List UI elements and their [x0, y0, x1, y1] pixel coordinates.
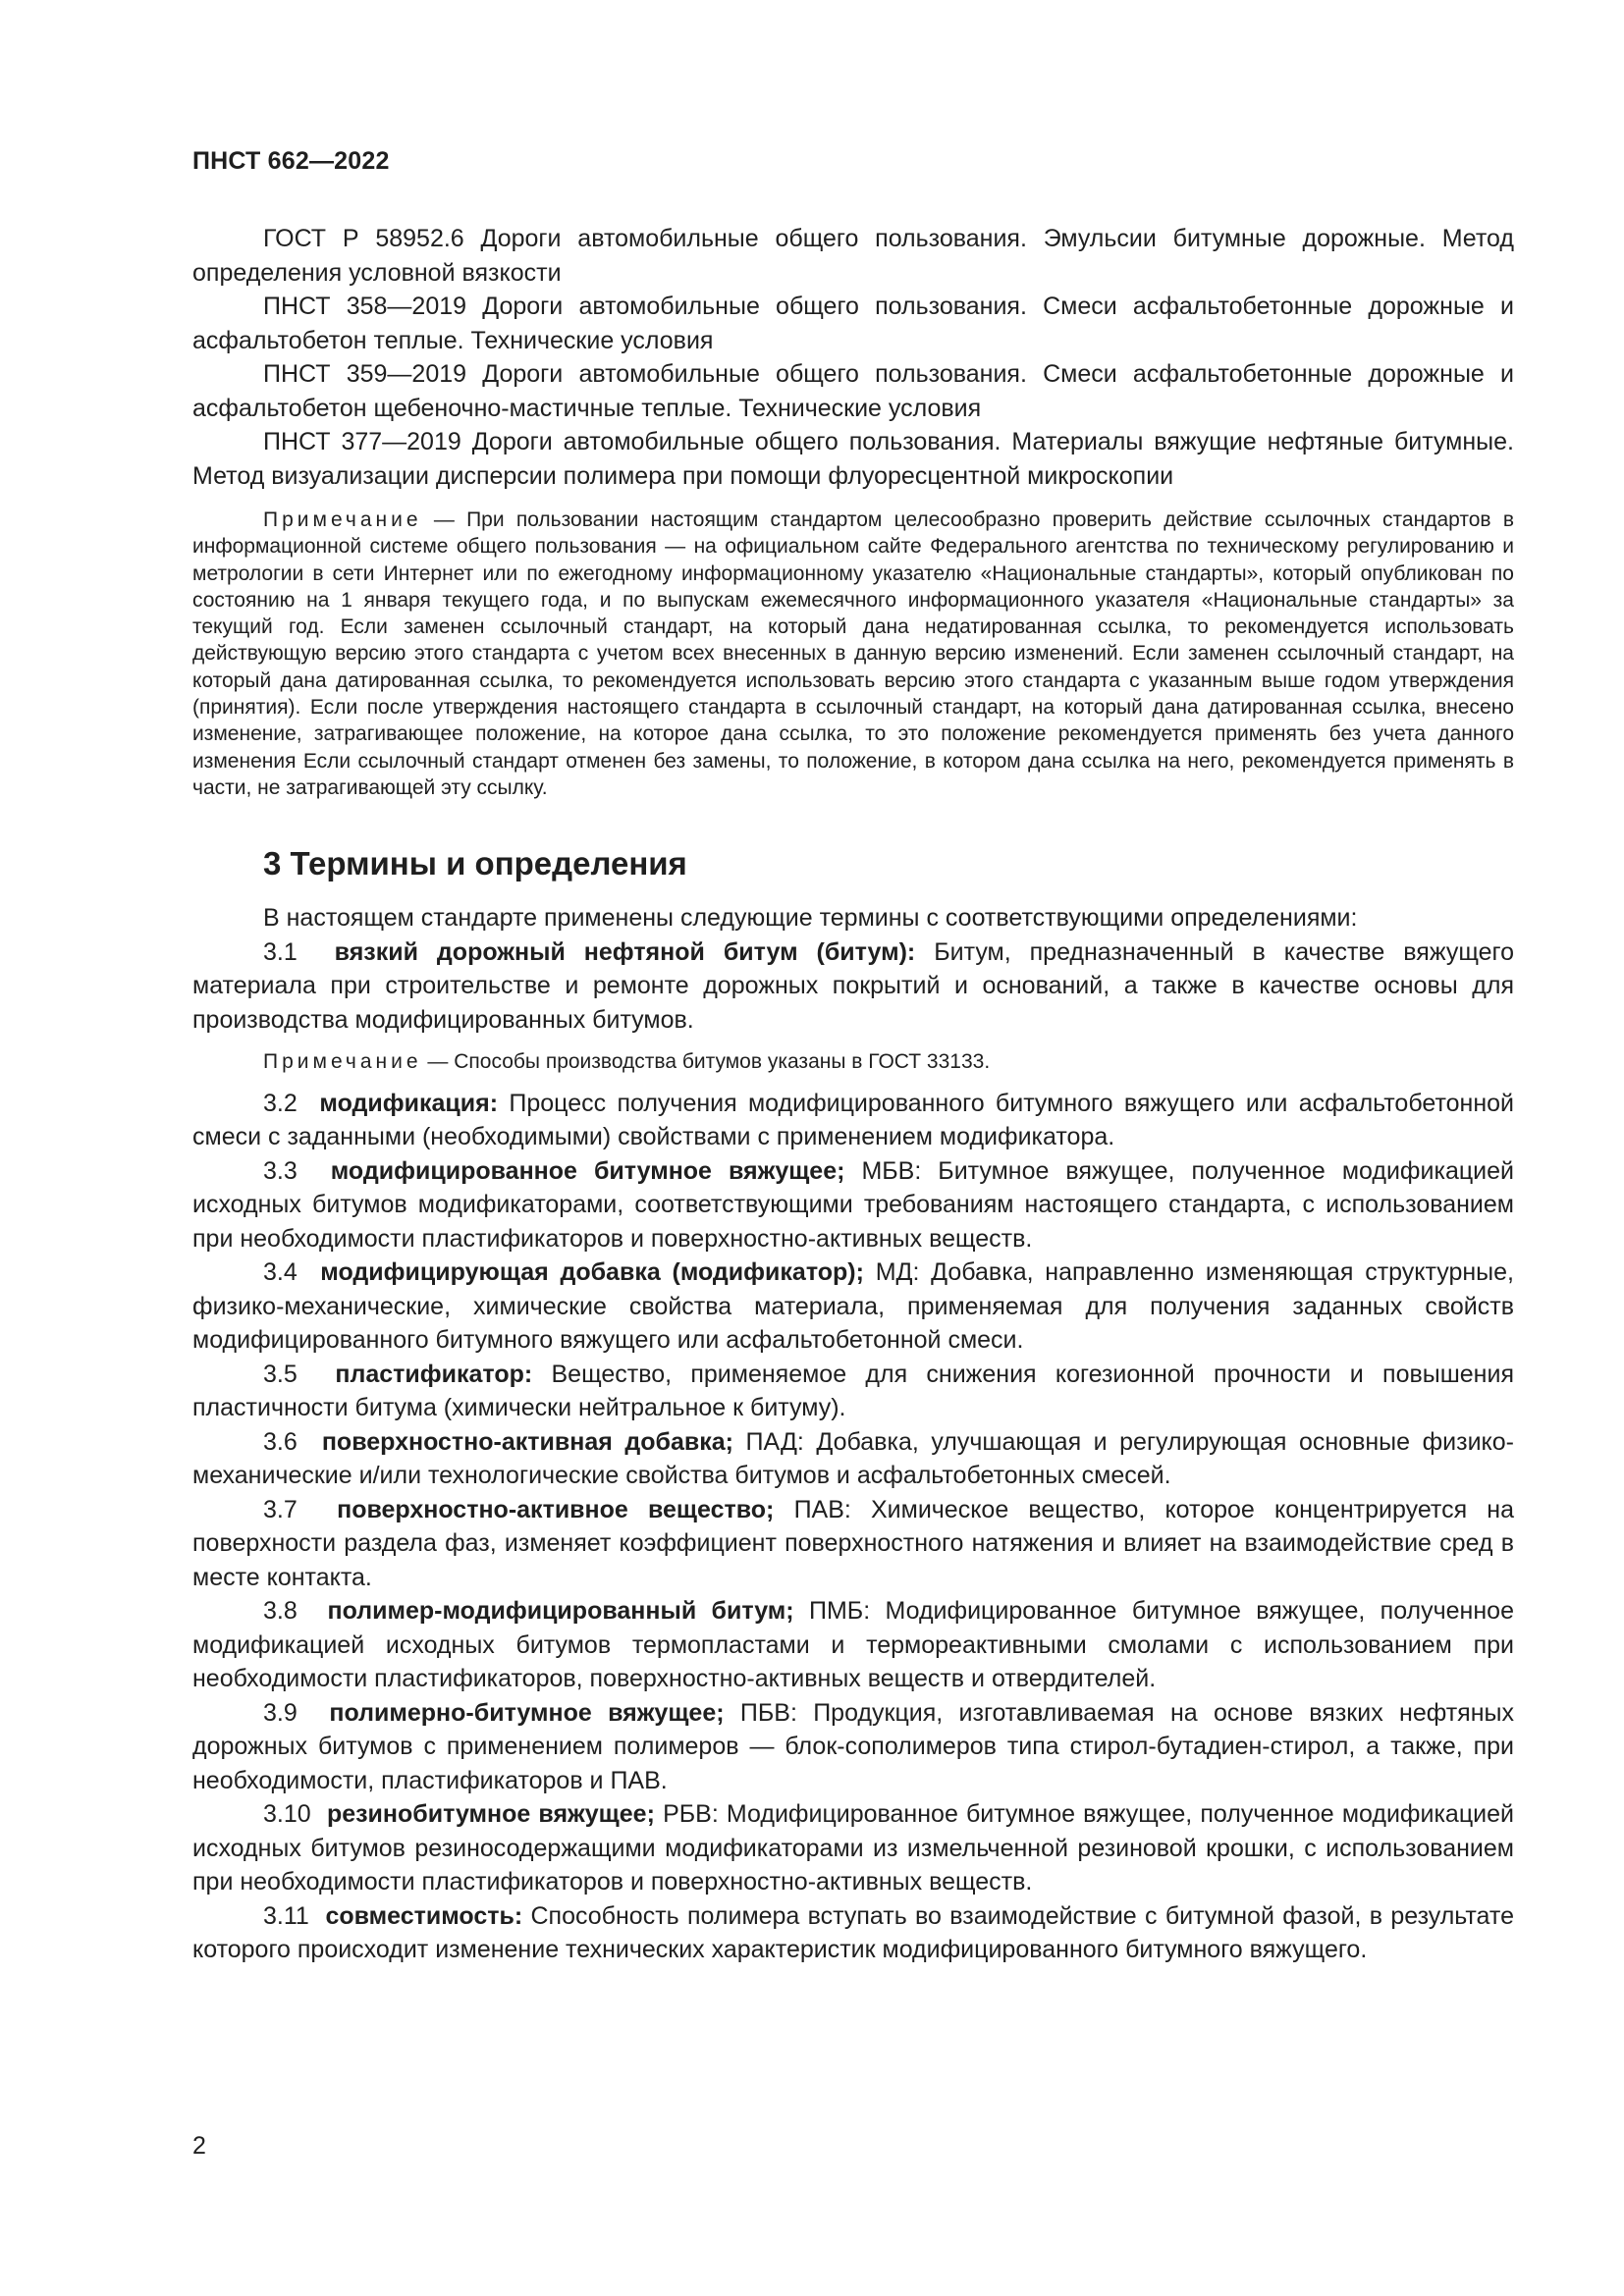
term-number: 3.5	[263, 1360, 298, 1388]
term-text: РБВ: Модифицированное битумное вяжущее, полученное модификацией исходных битумов резиносодержащими модификаторами из измельченной резиновой крошки, с использованием при необходимости пластификаторов и поверхностно-активных веществ.	[192, 1800, 1514, 1896]
term-text: ПАВ: Химическое вещество, которое концентрируется на поверхности раздела фаз, изменяет коэффициент поверхностного натяжения и влияет на взаимодействие сред в месте контакта.	[192, 1495, 1514, 1591]
term-name: модифицированное битумное вяжущее;	[330, 1156, 845, 1185]
term-number: 3.4	[263, 1258, 298, 1287]
term-text: Способность полимера вступать во взаимодействие с битумной фазой, в результате которого происходит изменение технических характеристик модифицированного битумного вяжущего.	[192, 1901, 1514, 1964]
page-content	[192, 222, 1514, 1967]
term-definition	[192, 1594, 1514, 1696]
term-name: полимер-модифицированный битум;	[327, 1597, 794, 1626]
term-name: вязкий дорожный нефтяной битум (битум):	[334, 937, 916, 966]
page-number: 2	[192, 2132, 206, 2160]
term-definition	[192, 1696, 1514, 1798]
terms-list	[192, 1087, 1514, 1967]
section-terms	[192, 844, 1514, 1966]
term-note	[192, 1048, 1514, 1075]
section-intro: В настоящем стандарте применены следующие термины с соответствующими определениями:	[263, 904, 1358, 933]
term-number: 3.2	[263, 1089, 298, 1117]
term-number: 3.8	[263, 1597, 298, 1626]
term-number: 3.11	[263, 1901, 309, 1930]
term-name: модификация:	[319, 1089, 499, 1117]
term-definition	[192, 1087, 1514, 1154]
term-definition	[192, 1358, 1514, 1425]
term-definition	[192, 935, 1514, 1038]
term-text: МД: Добавка, направленно изменяющая структурные, физико-механические, химические свойства материала, применяемая для получения заданных свойств модифицированного битумного вяжущего или асфальтобетонной смеси.	[192, 1258, 1514, 1355]
reference-item: ГОСТ Р 58952.6 Дороги автомобильные общего пользования. Эмульсии битумные дорожные. Метод определения условной вязкости	[192, 225, 1514, 287]
note-text: — Способы производства битумов указаны в ГОСТ 33133.	[427, 1050, 991, 1074]
term-name: модифицирующая добавка (модификатор);	[320, 1258, 864, 1287]
term-name: резинобитумное вяжущее;	[326, 1800, 655, 1829]
term-text: Вещество, применяемое для снижения когезионной прочности и повышения пластичности битума (химически нейтральное к битуму).	[192, 1360, 1514, 1422]
term-name: поверхностно-активная добавка;	[321, 1427, 733, 1456]
term-text: Процесс получения модифицированного битумного вяжущего или асфальтобетонной смеси с заданными (необходимыми) свойствами с применением модификатора.	[192, 1089, 1514, 1151]
term-text: МБВ: Битумное вяжущее, полученное модификацией исходных битумов модификаторами, соответствующими требованиям настоящего стандарта, с использованием при необходимости пластификаторов и поверхностно-активных веществ.	[192, 1156, 1514, 1253]
term-number: 3.3	[263, 1156, 298, 1185]
reference-item: ПНСТ 359—2019 Дороги автомобильные общего пользования. Смеси асфальтобетонные дорожные и асфальтобетон щебеночно-мастичные теплые. Технические условия	[192, 360, 1514, 422]
term-number: 3.6	[263, 1427, 298, 1456]
references-note	[192, 507, 1514, 801]
note-label: Примечание	[263, 508, 422, 531]
term-name: совместимость:	[325, 1901, 523, 1930]
term-text: ПАД: Добавка, улучшающая и регулирующая основные физико-механические и/или технологические свойства битумов и асфальтобетонных смесей.	[192, 1427, 1514, 1490]
term-text: ПМБ: Модифицированное битумное вяжущее, полученное модификацией исходных битумов термопластами и термореактивными смолами с использованием при необходимости пластификаторов, поверхностно-активных веществ и отвердителей.	[192, 1597, 1514, 1693]
term-definition	[192, 1425, 1514, 1493]
note-text: — При пользовании настоящим стандартом целесообразно проверить действие ссылочных стандартов в информационной системе общего пользования — на официальном сайте Федерального агентства по техническому регулированию и метрологии в сети Интернет или по ежегодному информационному указателю «Национальные стандарты», который опубликован по состоянию на 1 января текущего года, и по выпускам ежемесячного информационного указателя «Национальные стандарты» за текущий год. Если заменен ссылочный стандарт, на который дана недатированная ссылка, то рекомендуется использовать действующую версию этого стандарта с учетом всех внесенных в данную версию изменений. Если заменен ссылочный стандарт, на который дана датированная ссылка, то рекомендуется использовать версию этого стандарта с указанным выше годом утверждения (принятия). Если после утверждения настоящего стандарта в ссылочный стандарт, на который дана датированная ссылка, внесено изменение, затрагивающее положение, на которое дана ссылка, то это положение рекомендуется применять без учета данного изменения Если ссылочный стандарт отменен без замены, то положение, в котором дана ссылка на него, рекомендуется применять в части, не затрагивающей эту ссылку.	[192, 508, 1514, 799]
term-name: пластификатор:	[335, 1360, 533, 1388]
reference-item: ПНСТ 358—2019 Дороги автомобильные общего пользования. Смеси асфальтобетонные дорожные и асфальтобетон теплые. Технические условия	[192, 293, 1514, 354]
term-definition	[192, 1493, 1514, 1595]
term-definition	[192, 1154, 1514, 1256]
term-number: 3.1	[263, 937, 298, 966]
normative-references-list	[192, 222, 1514, 493]
term-definition	[192, 1899, 1514, 1967]
term-text: Битум, предназначенный в качестве вяжущего материала при строительстве и ремонте дорожных покрытий и оснований, а также в качестве основы для производства модифицированных битумов.	[192, 937, 1514, 1034]
term-definition	[192, 1797, 1514, 1899]
note-label: Примечание	[263, 1050, 422, 1074]
section-title: 3 Термины и определения	[263, 845, 687, 882]
term-number: 3.10	[263, 1800, 311, 1829]
term-definition	[192, 1255, 1514, 1358]
term-text: ПБВ: Продукция, изготавливаемая на основе вязких нефтяных дорожных битумов с применением полимеров — блок-сополимеров типа стирол-бутадиен-стирол, а также, при необходимости, пластификаторов и ПАВ.	[192, 1698, 1514, 1794]
reference-item: ПНСТ 377—2019 Дороги автомобильные общего пользования. Материалы вяжущие нефтяные битумные. Метод визуализации дисперсии полимера при помощи флуоресцентной микроскопии	[192, 428, 1514, 490]
term-number: 3.9	[263, 1698, 298, 1727]
document-id-header: ПНСТ 662—2022	[192, 147, 390, 175]
term-name: полимерно-битумное вяжущее;	[329, 1698, 725, 1727]
term-number: 3.7	[263, 1495, 298, 1523]
term-name: поверхностно-активное вещество;	[337, 1495, 775, 1523]
